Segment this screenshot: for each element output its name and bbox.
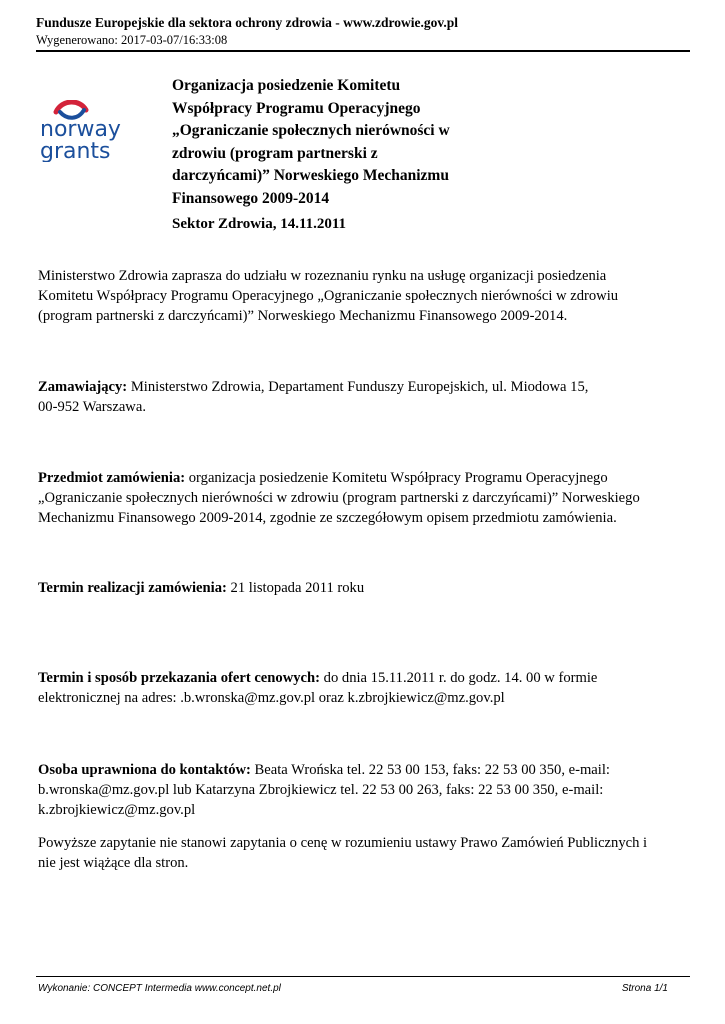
norway-grants-logo — [40, 100, 146, 162]
footer-credit: Wykonanie: CONCEPT Intermedia www.concept.net.pl — [38, 983, 281, 994]
page-header — [36, 14, 690, 49]
disclaimer-paragraph — [38, 833, 688, 873]
footer-divider — [36, 976, 690, 977]
intro-paragraph — [38, 266, 688, 326]
subject-text: organizacja posiedzenie Komitetu Współpracy Programu Operacyjnego — [185, 470, 608, 486]
intro-line: (program partnerski z darczyńcami)” Norweskiego Mechanizmu Finansowego 2009-2014. — [38, 308, 568, 324]
sector-date: Sektor Zdrowia, 14.11.2011 — [172, 216, 347, 232]
subject-label: Przedmiot zamówienia: — [38, 470, 186, 486]
title-line: Finansowego 2009-2014 — [172, 189, 330, 207]
disclaimer-line: nie jest wiążące dla stron. — [38, 855, 189, 871]
logo-text-norway: norway — [40, 117, 121, 142]
contact-text: Beata Wrońska tel. 22 53 00 153, faks: 22 53 00 350, e-mail: — [250, 762, 610, 778]
contracting-authority-paragraph — [38, 377, 688, 417]
site-title: Fundusze Europejskie dla sektora ochrony zdrowia - www.zdrowie.gov.pl — [36, 15, 459, 30]
disclaimer-line: Powyższe zapytanie nie stanowi zapytania o cenę w rozumieniu ustawy Prawo Zamówień Publicznych i — [38, 835, 648, 851]
intro-line: Ministerstwo Zdrowia zaprasza do udziału w rozeznaniu rynku na usługę organizacji posiedzenia — [38, 268, 607, 284]
contact-label: Osoba uprawniona do kontaktów: — [38, 762, 251, 778]
page-number: Strona 1/1 — [621, 983, 668, 994]
title-line: Współpracy Programu Operacyjnego — [172, 99, 421, 117]
contracting-authority-address: 00-952 Warszawa. — [38, 399, 146, 415]
contact-text: b.wronska@mz.gov.pl lub Katarzyna Zbrojkiewicz tel. 22 53 00 263, faks: 22 53 00 350, e-mail: — [38, 782, 604, 798]
generated-timestamp: Wygenerowano: 2017-03-07/16:33:08 — [36, 33, 228, 47]
offer-submission-emails: elektronicznej na adres: .b.wronska@mz.gov.pl oraz k.zbrojkiewicz@mz.gov.pl — [38, 690, 505, 706]
deadline-value: 21 listopada 2011 roku — [226, 580, 365, 596]
title-line: Organizacja posiedzenie Komitetu — [172, 77, 401, 94]
title-line: zdrowiu (program partnerski z — [172, 144, 378, 162]
offer-submission-paragraph — [38, 668, 688, 708]
contact-paragraph — [38, 760, 688, 820]
subject-paragraph — [38, 468, 688, 528]
contracting-authority-text: Ministerstwo Zdrowia, Departament Funduszy Europejskich, ul. Miodowa 15, — [127, 379, 589, 395]
offer-submission-label: Termin i sposób przekazania ofert cenowych: — [38, 670, 320, 686]
document-title — [172, 75, 502, 210]
title-line: darczyńcami)” Norweskiego Mechanizmu — [172, 167, 449, 184]
offer-submission-text: do dnia 15.11.2011 r. do godz. 14. 00 w formie — [320, 670, 598, 686]
contracting-authority-label: Zamawiający: — [38, 379, 128, 395]
norway-grants-logo-graphic — [40, 100, 146, 162]
deadline-label: Termin realizacji zamówienia: — [38, 580, 227, 596]
intro-line: Komitetu Współpracy Programu Operacyjnego „Ograniczanie społecznych nierówności w zdrowiu — [38, 288, 619, 304]
subject-text: Mechanizmu Finansowego 2009-2014, zgodnie ze szczegółowym opisem przedmiotu zamówienia. — [38, 510, 617, 526]
title-line: „Ograniczanie społecznych nierówności w — [172, 122, 450, 139]
deadline-paragraph — [38, 578, 688, 598]
header-divider — [36, 50, 690, 52]
subject-text: „Ograniczanie społecznych nierówności w zdrowiu (program partnerski z darczyńcami)” Norweskiego — [38, 490, 640, 506]
contact-text: k.zbrojkiewicz@mz.gov.pl — [38, 802, 196, 818]
logo-text-grants: grants — [40, 139, 111, 162]
